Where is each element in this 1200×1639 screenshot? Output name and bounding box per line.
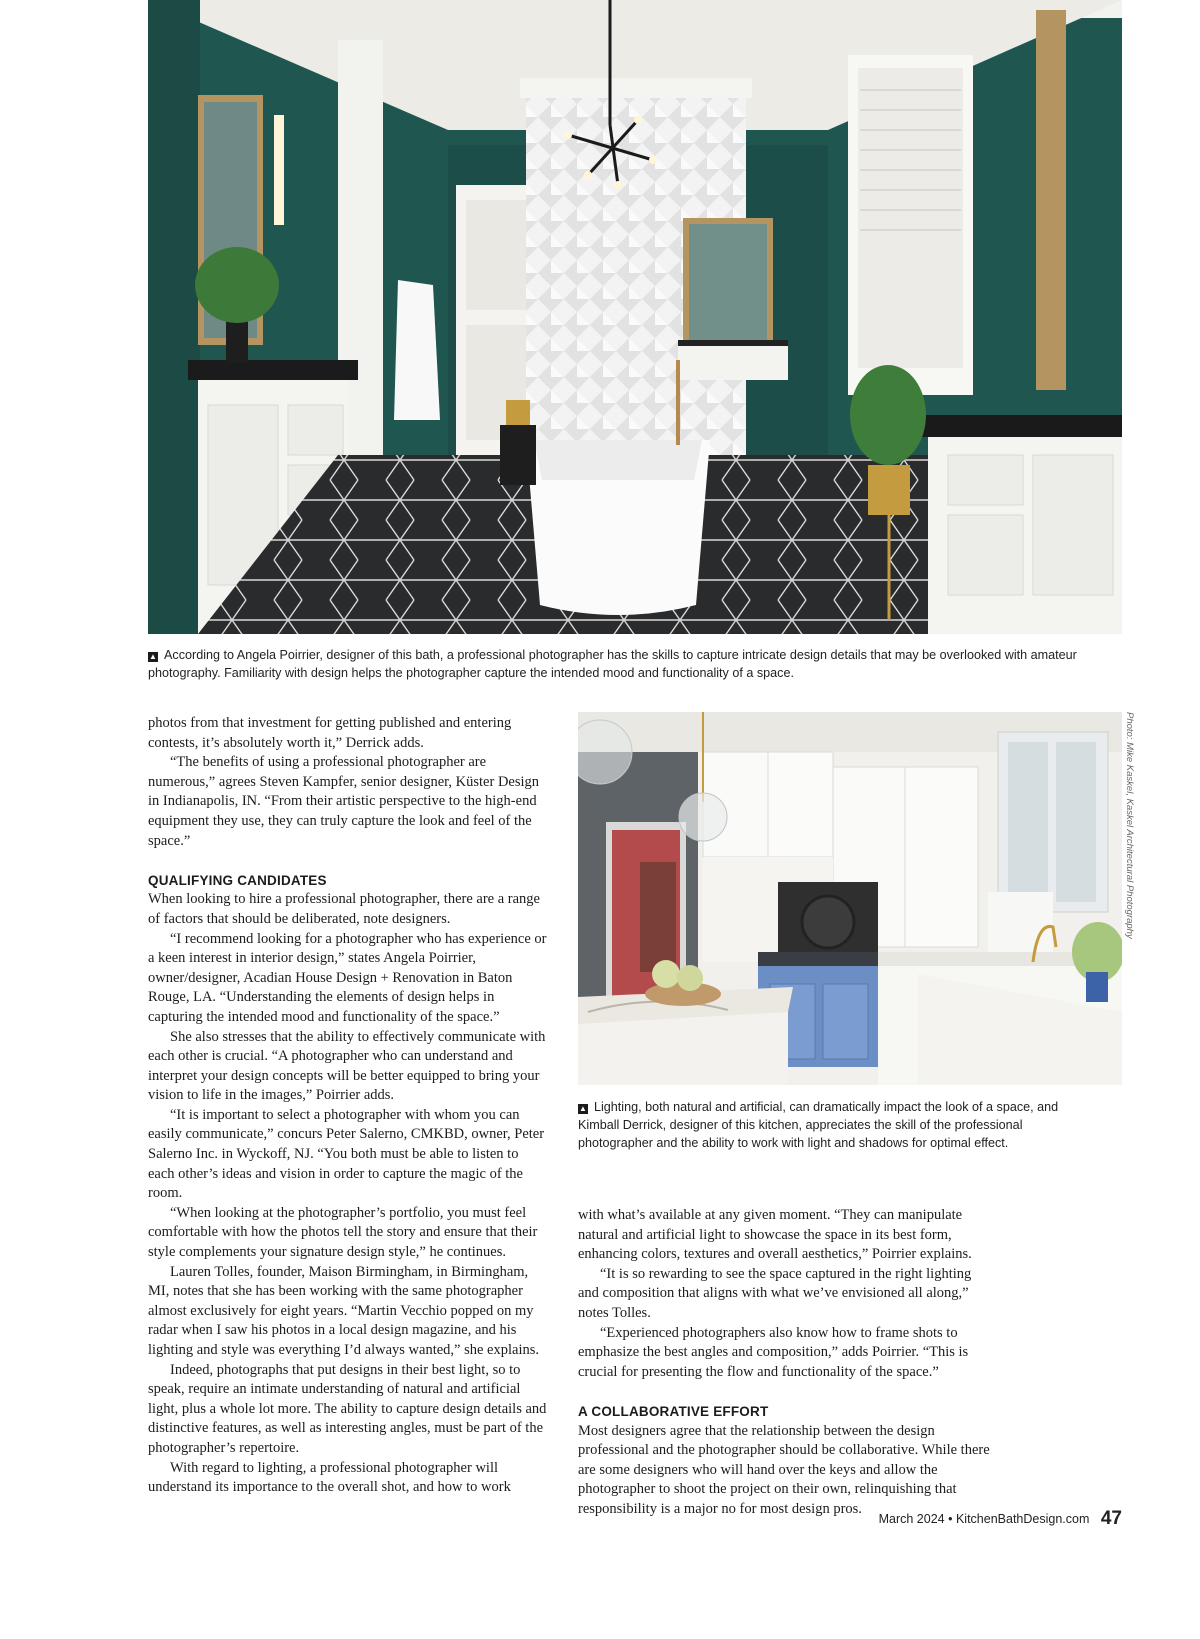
footer-issue-date: March 2024 bbox=[878, 1512, 945, 1526]
kitchen-photo-caption bbox=[578, 1098, 1098, 1152]
body-paragraph: “It is important to select a photographer with whom you can easily communicate,” concurs Peter Salerno, CMKBD, owner, Peter Salerno Inc. in Wyckoff, NJ. “You both must be able to listen to each other’s ideas and vision in order to capture the magic of the room. bbox=[148, 1106, 545, 1202]
body-paragraph: She also stresses that the ability to effectively communicate with each other is crucial. “A photographer who can understand and interpret your design concepts will be better equipped to bring your vision to life in the images,” Poirrier adds. bbox=[148, 1028, 546, 1104]
bathroom-photo bbox=[148, 0, 1122, 634]
footer-website: KitchenBathDesign.com bbox=[955, 1512, 1090, 1526]
photo-credit-text: Photo: Mike Kaskel, Kaskel Architectural Photography bbox=[1124, 712, 1135, 939]
body-paragraph: “The benefits of using a professional photographer are numerous,” agrees Steven Kampfer, senior designer, Küster Design in Indianapolis, IN. “From their artistic perspective to the high-end equipment they use, they can truly capture the look and feel of the space.” bbox=[148, 754, 540, 849]
caption-arrow-icon: ▲ bbox=[579, 1104, 587, 1113]
kitchen-caption-text: Lighting, both natural and artificial, can dramatically impact the look of a space, and Kimball Derrick, designer of this kitchen, appreciates the skill of the professional photographer and the ability to work with light and shadows for optimal effect. bbox=[578, 1100, 1059, 1150]
photo-credit bbox=[1120, 712, 1140, 939]
body-paragraph: Indeed, photographs that put designs in their best light, so to speak, require an intimate understanding of natural and artificial light, plus a whole lot more. The ability to capture design details and distinctive features, as well as interesting angles, must be part of the photographer’s repertoire. bbox=[148, 1361, 547, 1456]
bathroom-photo-caption bbox=[148, 646, 1128, 682]
body-paragraph: Lauren Tolles, founder, Maison Birmingham, in Birmingham, MI, notes that she has been working with the same photographer almost exclusively for eight years. “Martin Vecchio popped on my radar when I saw his photos in a local design magazine, and his lighting and style was everything I’d always wanted,” she explains. bbox=[148, 1263, 539, 1358]
body-paragraph: “It is so rewarding to see the space captured in the right lighting and composition that aligns with what we’ve envisioned all along,” notes Tolles. bbox=[578, 1265, 972, 1321]
article-left-column bbox=[148, 714, 548, 1498]
section-heading-collaborative-effort: A COLLABORATIVE EFFORT bbox=[578, 1403, 769, 1419]
page-footer bbox=[879, 1508, 1122, 1530]
caption-arrow-icon: ▲ bbox=[149, 652, 157, 661]
section-heading-qualifying-candidates: QUALIFYING CANDIDATES bbox=[148, 872, 327, 888]
body-paragraph: “I recommend looking for a photographer who has experience or a keen interest in interior design,” states Angela Poirrier, owner/designer, Acadian House Design + Renovation in Baton Rouge, LA. “Understanding the elements of design helps in capturing the intended mood and functionality of the space.” bbox=[148, 930, 547, 1025]
body-paragraph: “Experienced photographers also know how to frame shots to emphasize the best angles and composition,” adds Poirrier. “This is crucial for presenting the flow and functionality of the space.” bbox=[578, 1324, 969, 1380]
body-paragraph: When looking to hire a professional photographer, there are a range of factors that should be deliberated, note designers. bbox=[148, 891, 540, 927]
footer-separator: • bbox=[948, 1512, 953, 1526]
body-paragraph: with what’s available at any given moment. “They can manipulate natural and artificial light to showcase the space in its best form, enhancing colors, textures and overall aesthetics,” Poirrier explains. bbox=[578, 1207, 972, 1263]
body-paragraph: “When looking at the photographer’s portfolio, you must feel comfortable with how the photos tell the story and ensure that their style complements your signature design style,” he continues. bbox=[148, 1204, 538, 1261]
body-paragraph: With regard to lighting, a professional photographer will understand its importance to the overall shot, and how to work bbox=[148, 1459, 511, 1496]
article-right-column bbox=[578, 1206, 990, 1520]
kitchen-photo bbox=[578, 712, 1122, 1085]
body-paragraph: photos from that investment for getting published and entering contests, it’s absolutely worth it,” Derrick adds. bbox=[148, 715, 512, 751]
page-number: 47 bbox=[1100, 1508, 1122, 1529]
bathroom-caption-text: According to Angela Poirrier, designer of this bath, a professional photographer has the skills to capture intricate design details that may be overlooked with amateur photography. Familiarity with design helps the photographer capture the intended mood and functionality of a space. bbox=[148, 648, 1077, 680]
body-paragraph: Most designers agree that the relationship between the design professional and the photographer should be collaborative. While there are some designers who will hand over the keys and allow the photographer to shoot the project on their own, relinquishing that responsibility is a major no for most design pros. bbox=[578, 1422, 990, 1517]
